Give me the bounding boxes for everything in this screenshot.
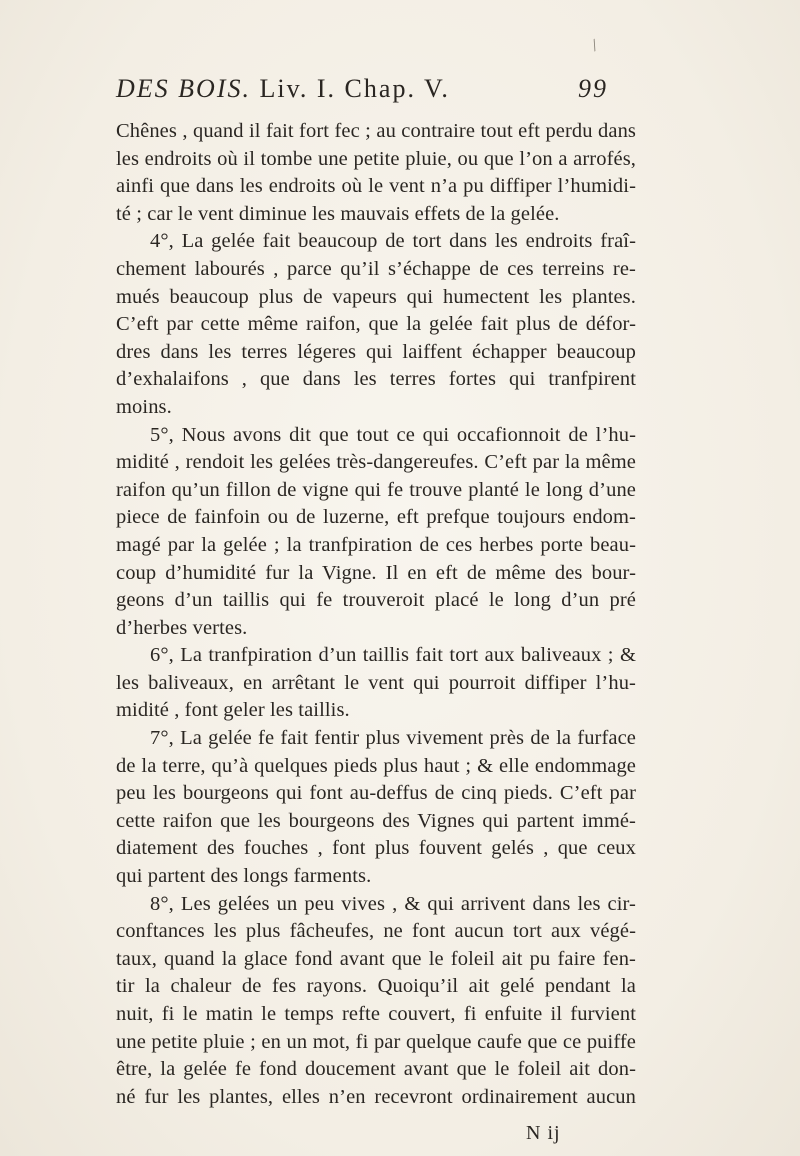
text-line: 5°, Nous avons dit que tout ce qui occafionnoit de l’hu- xyxy=(150,423,636,446)
text-line: chement labourés , parce qu’il s’échappe de ces terreins re- xyxy=(116,257,636,280)
text-line: de la terre, qu’à quelques pieds plus haut ; & elle endommage xyxy=(116,754,636,777)
text-line: magé par la gelée ; la tranfpiration de ces herbes porte beau- xyxy=(116,533,636,556)
text-line: moins. xyxy=(116,395,172,418)
text-line: coup d’humidité fur la Vigne. Il en eft de même des bour- xyxy=(116,561,636,584)
text-line: 8°, Les gelées un peu vives , & qui arrivent dans les cir- xyxy=(150,892,636,915)
text-line: ainfi que dans les endroits où le vent n’a pu diffiper l’humidi- xyxy=(116,175,636,198)
text-line: dres dans les terres légeres qui laiffent échapper beaucoup xyxy=(116,340,636,363)
signature-mark: N ij xyxy=(526,1122,561,1144)
text-line: les endroits où il tombe une petite pluie, ou que l’on a arrofés, xyxy=(116,147,636,170)
text-line: midité , font geler les taillis. xyxy=(116,699,350,722)
text-line: 4°, La gelée fait beaucoup de tort dans les endroits fraî- xyxy=(150,230,636,253)
text-line: d’exhalaifons , que dans les terres fortes qui tranfpirent xyxy=(116,368,636,391)
text-line: piece de fainfoin ou de luzerne, eft prefque toujours endom- xyxy=(116,506,636,529)
text-line: midité , rendoit les gelées très-dangereufes. C’eft par la même xyxy=(116,451,636,474)
running-head-title: DES BOIS. xyxy=(116,74,251,103)
running-head xyxy=(116,74,608,114)
text-line: qui partent des longs farments. xyxy=(116,865,372,888)
text-line: né fur les plantes, elles n’en recevront ordinairement aucun xyxy=(116,1085,636,1108)
text-line: cette raifon que les bourgeons des Vignes qui partent immé- xyxy=(116,809,636,832)
running-head-chapter: Liv. I. Chap. V. xyxy=(259,74,450,103)
text-line: raifon qu’un fillon de vigne qui fe trouve planté le long d’une xyxy=(116,478,636,501)
text-line: les baliveaux, en arrêtant le vent qui pourroit diffiper l’hu- xyxy=(116,671,636,694)
text-line: peu les bourgeons qui font au-deffus de cinq pieds. C’eft par xyxy=(116,782,636,805)
text-line: tir la chaleur de fes rayons. Quoiqu’il ait gelé pendant la xyxy=(116,975,636,998)
text-line: mués beaucoup plus de vapeurs qui humectent les plantes. xyxy=(116,285,636,308)
text-line: geons d’un taillis qui fe trouveroit placé le long d’un pré xyxy=(116,589,636,612)
page-number: 99 xyxy=(578,74,608,103)
text-line: té ; car le vent diminue les mauvais effets de la gelée. xyxy=(116,202,560,225)
text-line: 7°, La gelée fe fait fentir plus vivement près de la furface xyxy=(150,727,636,750)
margin-tick-mark: ⁄ xyxy=(589,38,601,54)
text-line: taux, quand la glace fond avant que le foleil ait pu faire fen- xyxy=(116,947,636,970)
text-line: être, la gelée fe fond doucement avant que le foleil ait don- xyxy=(116,1058,636,1081)
text-line: 6°, La tranfpiration d’un taillis fait tort aux baliveaux ; & xyxy=(150,644,636,667)
text-line: conftances les plus fâcheufes, ne font aucun tort aux végé- xyxy=(116,920,636,943)
text-line: d’herbes vertes. xyxy=(116,616,248,639)
text-line: diatement des fouches , font plus fouvent gelés , que ceux xyxy=(116,837,636,860)
text-line: C’eft par cette même raifon, que la gelée fait plus de défor- xyxy=(116,313,636,336)
text-line: une petite pluie ; en un mot, fi par quelque caufe que ce puiffe xyxy=(116,1030,636,1053)
body-text xyxy=(116,118,636,1111)
text-line: Chênes , quand il fait fort fec ; au contraire tout eft perdu dans xyxy=(116,120,636,142)
text-line: nuit, fi le matin le temps refte couvert, fi enfuite il furvient xyxy=(116,1003,636,1025)
